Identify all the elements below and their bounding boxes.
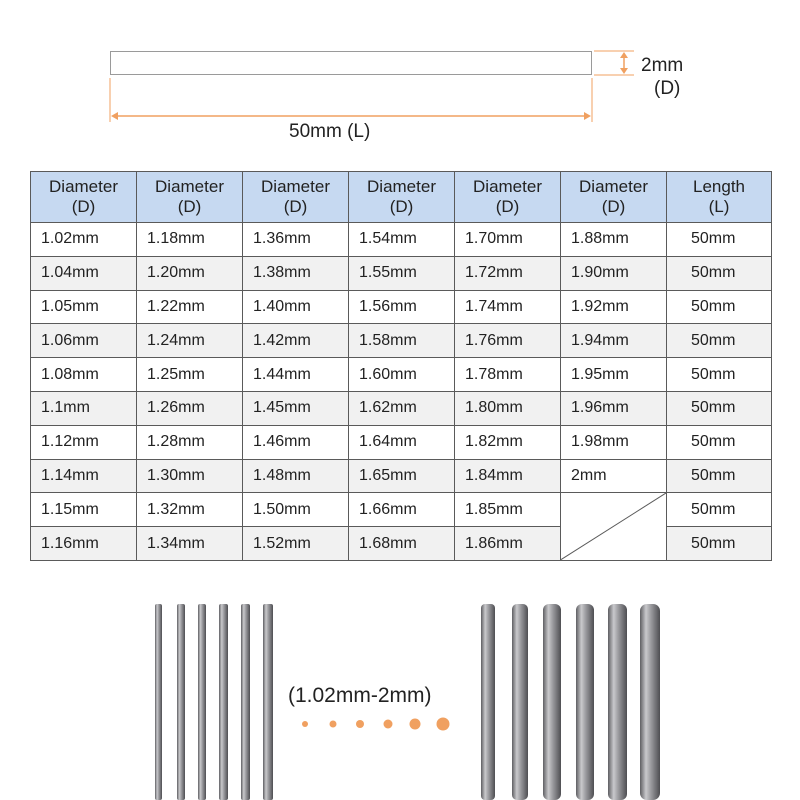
table-cell: 1.05mm xyxy=(31,290,137,324)
table-cell: 1.40mm xyxy=(243,290,349,324)
table-cell: 1.12mm xyxy=(31,425,137,459)
thin-rod xyxy=(155,604,162,800)
table-cell: 1.16mm xyxy=(31,527,137,561)
table-cell: 1.95mm xyxy=(561,358,667,392)
table-cell: 2mm xyxy=(561,459,667,493)
table-cell: 1.14mm xyxy=(31,459,137,493)
size-dots xyxy=(302,718,450,731)
table-cell: 1.52mm xyxy=(243,527,349,561)
length-label: 50mm (L) xyxy=(289,121,371,142)
table-cell-length: 50mm xyxy=(667,358,772,392)
table-cell: 1.28mm xyxy=(137,425,243,459)
thin-rods-group xyxy=(155,604,273,800)
table-cell: 1.42mm xyxy=(243,324,349,358)
table-cell: 1.65mm xyxy=(349,459,455,493)
header-diameter-6: Diameter (D) xyxy=(561,172,667,223)
table-cell: 1.90mm xyxy=(561,256,667,290)
table-cell: 1.15mm xyxy=(31,493,137,527)
table-cell: 1.98mm xyxy=(561,425,667,459)
table-cell: 1.26mm xyxy=(137,391,243,425)
header-diameter-5: Diameter (D) xyxy=(455,172,561,223)
thick-rod xyxy=(608,604,627,800)
thick-rod xyxy=(481,604,495,800)
table-cell: 1.25mm xyxy=(137,358,243,392)
table-cell: 1.58mm xyxy=(349,324,455,358)
table-cell: 1.54mm xyxy=(349,223,455,257)
table-cell: 1.62mm xyxy=(349,391,455,425)
table-cell-length: 50mm xyxy=(667,290,772,324)
table-cell: 1.80mm xyxy=(455,391,561,425)
header-diameter-2: Diameter (D) xyxy=(137,172,243,223)
table-cell: 1.56mm xyxy=(349,290,455,324)
table-cell: 1.64mm xyxy=(349,425,455,459)
thin-rod xyxy=(177,604,185,800)
table-cell: 1.88mm xyxy=(561,223,667,257)
table-cell: 1.84mm xyxy=(455,459,561,493)
table-row xyxy=(31,223,772,257)
thick-rod xyxy=(543,604,561,800)
size-dot xyxy=(410,719,421,730)
header-diameter-4: Diameter (D) xyxy=(349,172,455,223)
thin-rod xyxy=(219,604,228,800)
thin-rod xyxy=(198,604,206,800)
table-cell: 1.92mm xyxy=(561,290,667,324)
table-cell: 1.94mm xyxy=(561,324,667,358)
table-row xyxy=(31,324,772,358)
table-cell: 1.06mm xyxy=(31,324,137,358)
table-cell: 1.60mm xyxy=(349,358,455,392)
table-cell: 1.36mm xyxy=(243,223,349,257)
table-cell: 1.85mm xyxy=(455,493,561,527)
table-cell: 1.45mm xyxy=(243,391,349,425)
table-cell: 1.50mm xyxy=(243,493,349,527)
thick-rod xyxy=(640,604,660,800)
header-length: Length (L) xyxy=(667,172,772,223)
table-cell: 1.1mm xyxy=(31,391,137,425)
table-row xyxy=(31,425,772,459)
table-cell: 1.02mm xyxy=(31,223,137,257)
table-row xyxy=(31,358,772,392)
table-cell-length: 50mm xyxy=(667,223,772,257)
thin-rod xyxy=(263,604,273,800)
table-cell: 1.96mm xyxy=(561,391,667,425)
table-cell: 1.78mm xyxy=(455,358,561,392)
table-cell: 1.34mm xyxy=(137,527,243,561)
table-cell: 1.38mm xyxy=(243,256,349,290)
header-diameter-1: Diameter (D) xyxy=(31,172,137,223)
table-cell-length: 50mm xyxy=(667,527,772,561)
table-cell: 1.46mm xyxy=(243,425,349,459)
table-row xyxy=(31,391,772,425)
table-cell: 1.30mm xyxy=(137,459,243,493)
table-header-row xyxy=(31,172,772,223)
table-cell-length: 50mm xyxy=(667,256,772,290)
table-cell: 1.48mm xyxy=(243,459,349,493)
thick-rod xyxy=(512,604,528,800)
table-cell: 1.08mm xyxy=(31,358,137,392)
table-cell: 1.55mm xyxy=(349,256,455,290)
table-cell: 1.86mm xyxy=(455,527,561,561)
table-cell: 1.20mm xyxy=(137,256,243,290)
table-row xyxy=(31,256,772,290)
diagonal-slash xyxy=(561,493,666,560)
thick-rods-group xyxy=(481,604,660,800)
table-cell: 1.04mm xyxy=(31,256,137,290)
size-dot xyxy=(437,718,450,731)
table-row xyxy=(31,459,772,493)
size-dot xyxy=(356,720,364,728)
table-cell: 1.74mm xyxy=(455,290,561,324)
table-cell: 1.24mm xyxy=(137,324,243,358)
table-cell-length: 50mm xyxy=(667,493,772,527)
diameter-range-label: (1.02mm-2mm) xyxy=(288,684,432,707)
table-cell: 1.68mm xyxy=(349,527,455,561)
table-cell: 1.70mm xyxy=(455,223,561,257)
table-cell: 1.32mm xyxy=(137,493,243,527)
table-cell: 1.82mm xyxy=(455,425,561,459)
table-cell-length: 50mm xyxy=(667,425,772,459)
diameter-value: 2mm xyxy=(641,55,684,76)
size-dot xyxy=(302,721,308,727)
table-cell: 1.66mm xyxy=(349,493,455,527)
thick-rod xyxy=(576,604,594,800)
table-cell-length: 50mm xyxy=(667,391,772,425)
size-dot xyxy=(384,720,393,729)
table-row xyxy=(31,290,772,324)
table-cell: 1.22mm xyxy=(137,290,243,324)
diameter-symbol: (D) xyxy=(654,78,681,99)
table-cell: 1.44mm xyxy=(243,358,349,392)
table-cell-length: 50mm xyxy=(667,459,772,493)
table-cell: 1.72mm xyxy=(455,256,561,290)
thin-rod xyxy=(241,604,250,800)
empty-diagonal-cell xyxy=(561,493,667,561)
table-cell: 1.18mm xyxy=(137,223,243,257)
table-row xyxy=(31,493,772,527)
table-cell: 1.76mm xyxy=(455,324,561,358)
header-diameter-3: Diameter (D) xyxy=(243,172,349,223)
size-dot xyxy=(330,721,337,728)
dimension-diagram xyxy=(0,0,800,160)
size-table xyxy=(30,171,772,561)
table-cell-length: 50mm xyxy=(667,324,772,358)
